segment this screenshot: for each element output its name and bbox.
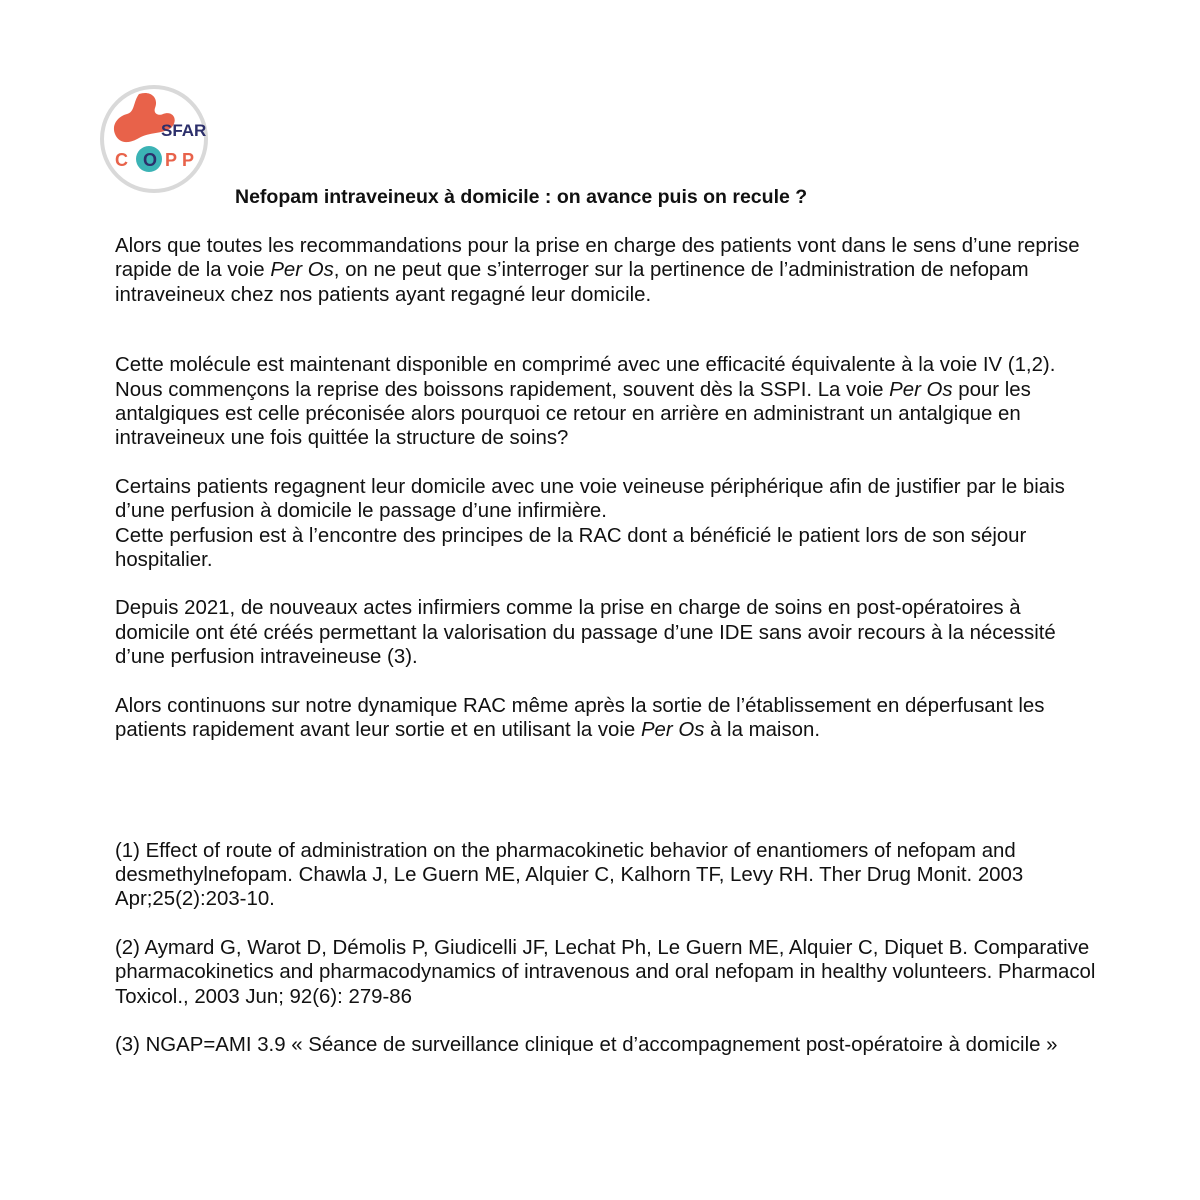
- paragraph-intro-text-b: , on ne peut que s’interroger sur la pertinence de l’administration de nefopam intraveineux chez nos patients ayant regagné leur domicile.: [115, 259, 1029, 306]
- paragraph-boissons-text-a: Nous commençons la reprise des boissons rapidement, souvent dès la SSPI. La voie: [115, 378, 890, 401]
- logo-letter-o: O: [143, 150, 158, 170]
- paragraph-boissons-emphasis: Per Os: [889, 378, 953, 401]
- reference-item: (1) Effect of route of administration on the pharmacokinetic behavior of enantiomers of nefopam and desmethylnefopam. Chawla J, Le Guern ME, Alquier C, Kalhorn TF, Levy RH. Ther Drug Monit. 2003 Apr;25(2):203-10.: [115, 839, 1024, 911]
- paragraph-actes-infirmiers: Depuis 2021, de nouveaux actes infirmiers comme la prise en charge de soins en post-opératoires à domicile ont été créés permettant la valorisation du passage d’une IDE sans avoir recours à la nécessité d’une perfusion intraveineuse (3).: [115, 597, 1056, 669]
- paragraph-boissons: [115, 378, 1100, 451]
- page-title: Nefopam intraveineux à domicile : on avance puis on recule ?: [235, 186, 808, 208]
- reference-item: (3) NGAP=AMI 3.9 « Séance de surveillance clinique et d’accompagnement post-opératoire à domicile »: [115, 1033, 1058, 1056]
- paragraph-boissons-text-b: pour les antalgiques est celle préconisée alors pourquoi ce retour en arrière en administrant un antalgique en intraveineux une fois quittée la structure de soins?: [115, 378, 1031, 450]
- logo-letter-c: C: [115, 150, 128, 170]
- sfar-copp-logo: [99, 84, 209, 194]
- article-body: [115, 234, 1100, 1057]
- paragraph-intro-text-a: Alors que toutes les recommandations pour la prise en charge des patients vont dans le sens d’une reprise rapide de la voie: [115, 235, 1080, 282]
- paragraph-conclusion-text-b: à la maison.: [704, 719, 820, 742]
- reference-item: (2) Aymard G, Warot D, Démolis P, Giudicelli JF, Lechat Ph, Le Guern ME, Alquier C, Diquet B. Comparative pharmacokinetics and pharmacodynamics of intravenous and oral nefopam in healthy volunteers. Pharmacol Toxicol., 2003 Jun; 92(6): 279-86: [115, 936, 1096, 1008]
- paragraph-conclusion-emphasis: Per Os: [640, 719, 705, 742]
- paragraph-intro-emphasis: Per Os: [270, 259, 334, 282]
- logo-letter-p1: P: [165, 150, 178, 170]
- paragraph-voie-veineuse: Certains patients regagnent leur domicile avec une voie veineuse périphérique afin de justifier par le biais d’une perfusion à domicile le passage d’une infirmière.: [115, 475, 1065, 523]
- paragraph-intro: [115, 234, 1100, 307]
- logo-letter-p2: P: [182, 150, 195, 170]
- paragraph-perfusion: Cette perfusion est à l’encontre des principes de la RAC dont a bénéficié le patient lors de son séjour hospitalier.: [115, 524, 1027, 572]
- paragraph-molecule: Cette molécule est maintenant disponible en comprimé avec une efficacité équivalente à la voie IV (1,2).: [115, 354, 1056, 377]
- logo-sfar-text: SFAR: [161, 121, 207, 140]
- paragraph-conclusion-text-a: Alors continuons sur notre dynamique RAC même après la sortie de l’établissement en déperfusant les patients rapidement avant leur sortie et en utilisant la voie: [115, 694, 1045, 742]
- paragraph-conclusion: [115, 694, 1100, 743]
